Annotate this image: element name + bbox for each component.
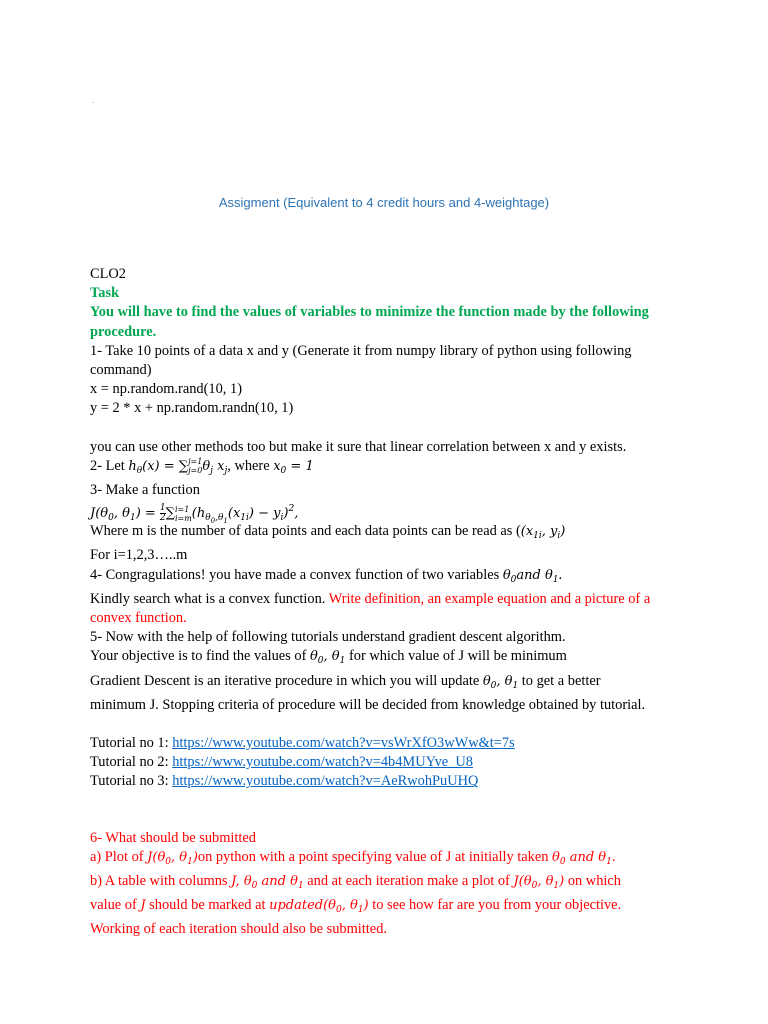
tutorial-3-label: Tutorial no 3: <box>90 773 173 790</box>
submission-a-text2: on python with a point specifying value of J at initially taken <box>197 848 553 865</box>
correlation-note: you can use other methods too but make it sure that linear correlation between x and y exists. <box>90 438 627 455</box>
task-description-line1: You will have to find the values of variables to minimize the function made by the following <box>90 304 649 321</box>
convex-search-text: Kindly search what is a convex function. <box>90 590 329 607</box>
step2-where: , where <box>227 457 274 474</box>
step2-prefix: 2- Let <box>90 457 129 474</box>
convex-instruction-red: Write definition, an example equation and a picture of a <box>328 590 651 607</box>
gd-text-a: Gradient Descent is an iterative procedure in which you will update <box>90 672 483 689</box>
tutorial-1-label: Tutorial no 1: <box>90 735 173 752</box>
spacer <box>90 811 690 829</box>
convex-instruction-red-line2: convex function. <box>90 610 187 627</box>
submission-b-line2-c: to see how far are you from your objective. <box>368 897 622 914</box>
tutorial-2 <box>90 753 690 772</box>
tutorial-3 <box>90 772 690 791</box>
theta-variables: $\theta_0and$ $\theta_1$ <box>502 567 559 585</box>
objective-line <box>90 647 690 671</box>
tutorial-3-link[interactable]: https://www.youtube.com/watch?v=AeRwohPuUHQ <box>172 773 479 790</box>
code-line-y: y = 2 * x + np.random.randn(10, 1) <box>90 400 294 417</box>
objective-text-a: Your objective is to find the values of <box>90 648 310 665</box>
spacer <box>90 419 690 438</box>
submission-item-b-line3: Working of each iteration should also be submitted. <box>90 921 387 938</box>
cost-function-ref: $J(\theta_0$, $\theta_1$) <box>147 849 198 867</box>
cost-function-ref-b: $J(\theta_0$, $\theta_1$) <box>513 874 565 892</box>
step2-line <box>90 457 690 481</box>
for-i-line: For i=1,2,3…..m <box>90 547 188 564</box>
convex-line1 <box>90 590 690 609</box>
submission-b-line2-b: should be marked at <box>145 897 270 914</box>
step4-text: 4- Congragulations! you have made a convex function of two variables <box>90 566 503 583</box>
stray-mark: . <box>92 96 94 105</box>
initial-thetas: $\theta_0$ and $\theta_1$ <box>552 849 612 867</box>
cost-function-equation: $J(\theta_0$, $\theta_1$) = $\frac{1}{2}$ ∑ i=1 i=m $(h_{\theta_0,\theta_1}(x_{1i}) - y_i)^2$, <box>90 503 299 526</box>
submission-b-text2: and at each iteration make a plot of <box>303 873 514 890</box>
hypothesis-equation: $h_\theta(x)$ = ∑ j=1 j=0 $\theta_j$ $x_j$ <box>128 457 228 476</box>
tutorial-2-link[interactable]: https://www.youtube.com/watch?v=4b4MUYve_U8 <box>172 754 473 771</box>
submission-item-b <box>90 872 690 896</box>
tutorial-1 <box>90 734 690 753</box>
assignment-heading: Assigment (Equivalent to 4 credit hours and 4-weightage) <box>218 195 550 210</box>
submission-a-text1: a) Plot of <box>90 848 148 865</box>
x0-equation: $x_0 = 1$ <box>273 458 314 476</box>
submission-item-a: a) Plot of $J(\theta_0$, $\theta_1)on$ python with a point specifying value of J at initially taken $\theta_0$ and $\theta_1$. <box>90 848 616 867</box>
updated-thetas: $updated(\theta_0$, $\theta_1$) <box>269 898 369 916</box>
spacer <box>90 792 690 811</box>
submission-b-text1: b) A table with columns <box>90 873 232 890</box>
submission-title: 6- What should be submitted <box>90 829 257 846</box>
where-m-text: Where m is the number of data points and each data points can be read as ( <box>90 523 521 540</box>
gradient-descent-line2: minimum J. Stopping criteria of procedure will be decided from knowledge obtained by tutorial. <box>90 696 646 713</box>
submission-item-b-line2 <box>90 896 690 920</box>
j-ref: J <box>140 898 146 914</box>
step5-line: 5- Now with the help of following tutorials understand gradient descent algorithm. <box>90 629 566 646</box>
table-columns: J, $\theta_0$ and $\theta_1$ <box>231 874 304 892</box>
theta-pair: $\theta_0$, $\theta_1$ <box>309 649 346 667</box>
point-notation: ($x_{1i}$, $y_i$) <box>520 524 566 542</box>
clo-label: CLO2 <box>90 266 126 282</box>
document-body <box>90 265 690 940</box>
gd-text-b: to get a better <box>518 672 601 689</box>
objective-text-b: for which value of J will be minimum <box>345 648 567 665</box>
theta-pair-update: $\theta_0$, $\theta_1$ <box>482 673 519 691</box>
step1-line2: command) <box>90 362 152 379</box>
code-line-x: x = np.random.rand(10, 1) <box>90 381 242 398</box>
task-label: Task <box>90 285 120 302</box>
submission-b-line2-a: value of <box>90 897 141 914</box>
gradient-descent-line <box>90 672 690 696</box>
step1-line1: 1- Take 10 points of a data x and y (Generate it from numpy library of python using following <box>90 342 632 359</box>
submission-b-text3: on which <box>564 873 621 890</box>
cost-function-line <box>90 500 690 526</box>
task-description-line2: procedure. <box>90 323 157 340</box>
spacer <box>90 715 690 734</box>
step3-line: 3- Make a function <box>90 482 200 499</box>
tutorial-2-label: Tutorial no 2: <box>90 754 173 771</box>
tutorial-1-link[interactable]: https://www.youtube.com/watch?v=vsWrXfO3wWw&t=7s <box>172 735 515 752</box>
where-m-line <box>90 522 690 546</box>
step4-line: 4- Congragulations! you have made a convex function of two variables $\theta_0and$ $\theta_1$. <box>90 566 563 585</box>
